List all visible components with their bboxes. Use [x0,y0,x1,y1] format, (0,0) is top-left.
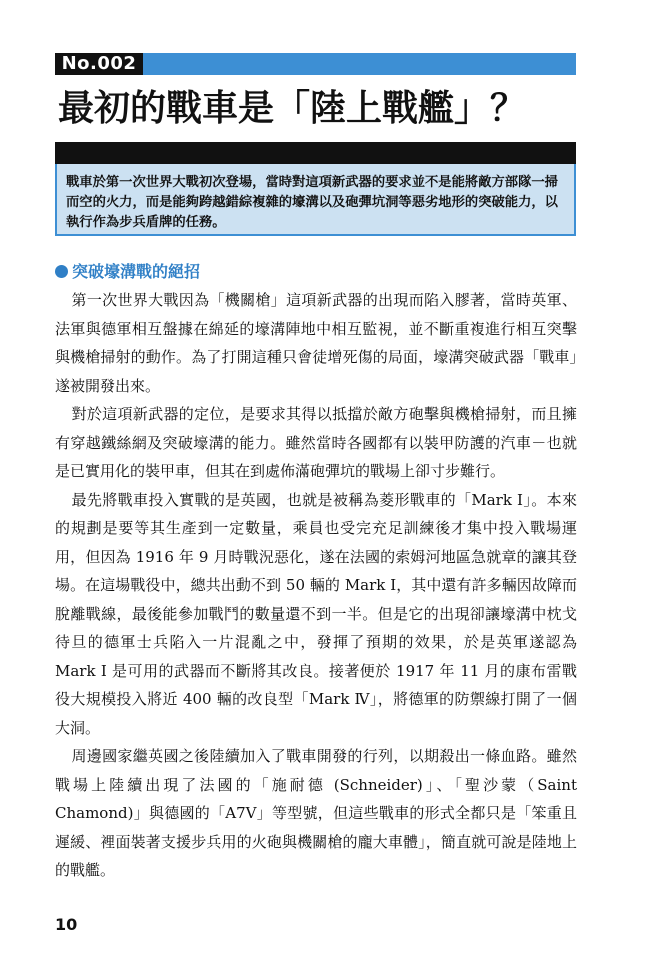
page-title: 最初的戰車是「陸上戰艦」？ [58,88,527,129]
paragraph: 周邊國家繼英國之後陸續加入了戰車開發的行列，以期殺出一條血路。雖然戰場上陸續出現了法國的「施耐德 (Schneider)」、「聖沙蒙（Saint Chamond)」與德國的「A7V」等型號，但這些戰車的形式全都只是「笨重且遲緩、裡面裝著支援步兵用的火砲與機關槍的龐大車體」，簡直就可說是陸地上的戰艦。 [55,747,577,879]
title-underline-bar [55,142,576,164]
article-body [55,286,577,885]
entry-number-badge: No.002 [55,53,143,75]
summary-text: 戰車於第一次世界大戰初次登場，當時對這項新武器的要求並不是能將敵方部隊一掃而空的火力，而是能夠跨越錯綜複雜的壕溝以及砲彈坑洞等惡劣地形的突破能力，以執行作為步兵盾牌的任務。 [66,175,558,230]
page-number: 10 [55,915,78,934]
summary-box [55,164,576,236]
paragraph: 第一次世界大戰因為「機關槍」這項新武器的出現而陷入膠著，當時英軍、法軍與德軍相互盤據在綿延的壕溝陣地中相互監視，並不斷重複進行相互突擊與機槍掃射的動作。為了打開這種只會徒增死傷的局面，壕溝突破武器「戰車」遂被開發出來。 [55,291,577,395]
paragraph: 最先將戰車投入實戰的是英國，也就是被稱為菱形戰車的「Mark I」。本來的規劃是要等其生產到一定數量，乘員也受完充足訓練後才集中投入戰場運用，但因為 1916 年 9 月時戰況惡化，遂在法國的索姆河地區急就章的讓其登場。在這場戰役中，總共出動不到 50 輛的 Mark I，其中還有許多輛因故障而脫離戰線，最後能參加戰鬥的數量還不到一半。但是它的出現卻讓壕溝中枕戈待旦的德軍士兵陷入一片混亂之中，發揮了預期的效果，於是英軍遂認為 Mark I 是可用的武器而不斷將其改良。接著便於 1917 年 11 月的康布雷戰役大規模投入將近 400 輛的改良型「Mark Ⅳ」，將德軍的防禦線打開了一個大洞。 [55,490,577,737]
bullet-dot-icon [55,265,68,278]
section-heading [55,260,200,284]
section-heading-text: 突破壕溝戰的絕招 [72,262,201,281]
paragraph: 對於這項新武器的定位，是要求其得以抵擋於敵方砲擊與機槍掃射，而且擁有穿越鐵絲網及突破壕溝的能力。雖然當時各國都有以裝甲防護的汽車－也就是已實用化的裝甲車，但其在到處佈滿砲彈坑的戰場上卻寸步難行。 [55,405,577,480]
